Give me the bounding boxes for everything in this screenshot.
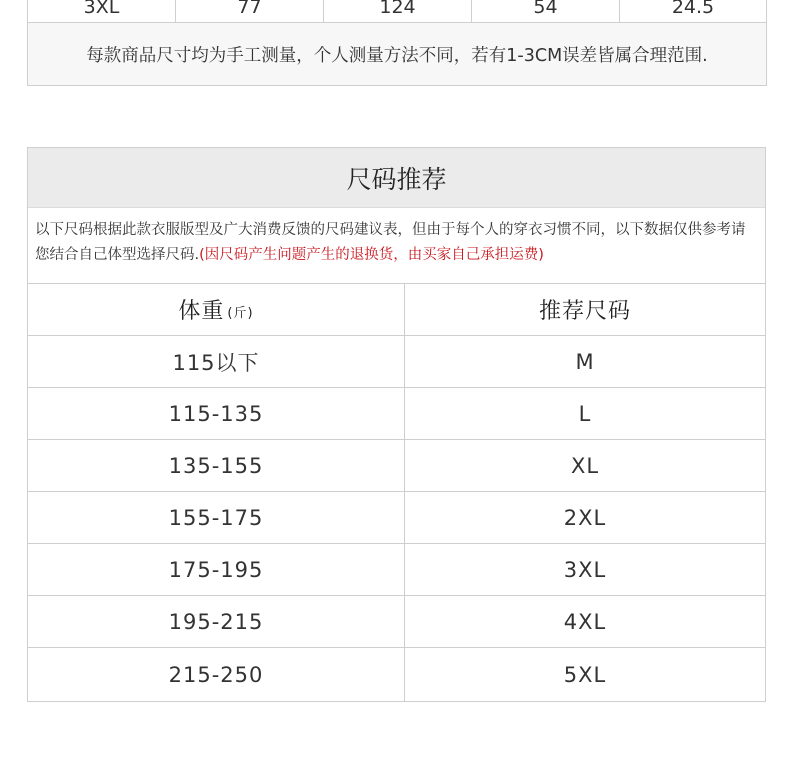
recommendation-title: 尺码推荐 bbox=[28, 148, 765, 208]
weight-cell: 135-155 bbox=[28, 440, 405, 491]
table-row bbox=[28, 648, 765, 701]
return-policy-warning: (因尺码产生问题产生的退换货，由买家自己承担运费) bbox=[199, 247, 544, 263]
weight-cell: 115以下 bbox=[28, 336, 405, 387]
size-cell: L bbox=[578, 401, 592, 426]
size-cell: 4XL bbox=[563, 609, 607, 634]
size-cell: 3XL bbox=[563, 557, 607, 582]
description-text: 以下尺码根据此款衣服版型及广大消费反馈的尺码建议表，但由于每个人的穿衣习惯不同，以下数据仅供参考请您结合自己体型选择尺码. bbox=[35, 222, 746, 263]
size-chart-table bbox=[27, 0, 767, 86]
size-chart-cell: 54 bbox=[472, 0, 620, 22]
table-row bbox=[28, 544, 765, 596]
weight-header-label: 体重 bbox=[178, 299, 225, 324]
table-row bbox=[28, 388, 765, 440]
weight-header bbox=[28, 284, 405, 335]
size-cell: M bbox=[575, 349, 595, 374]
size-chart-cell: 3XL bbox=[28, 0, 176, 22]
table-row bbox=[28, 440, 765, 492]
size-chart-cell: 124 bbox=[324, 0, 472, 22]
weight-cell: 215-250 bbox=[28, 648, 405, 701]
weight-cell: 175-195 bbox=[28, 544, 405, 595]
size-chart-cell: 24.5 bbox=[671, 0, 715, 18]
size-chart-row bbox=[28, 0, 766, 23]
measurement-note: 每款商品尺寸均为手工测量，个人测量方法不同，若有1-3CM误差皆属合理范围. bbox=[28, 23, 766, 85]
table-row bbox=[28, 492, 765, 544]
recommendation-description bbox=[28, 208, 765, 284]
weight-unit: (斤) bbox=[227, 306, 254, 321]
weight-cell: 195-215 bbox=[28, 596, 405, 647]
size-chart-cell: 77 bbox=[176, 0, 324, 22]
size-header: 推荐尺码 bbox=[538, 299, 631, 324]
weight-cell: 115-135 bbox=[28, 388, 405, 439]
size-recommendation-panel bbox=[27, 147, 766, 702]
table-row bbox=[28, 596, 765, 648]
size-cell: 5XL bbox=[563, 662, 607, 687]
table-row bbox=[28, 336, 765, 388]
weight-cell: 155-175 bbox=[28, 492, 405, 543]
table-header-row bbox=[28, 284, 765, 336]
size-cell: 2XL bbox=[563, 505, 607, 530]
size-cell: XL bbox=[570, 453, 600, 478]
